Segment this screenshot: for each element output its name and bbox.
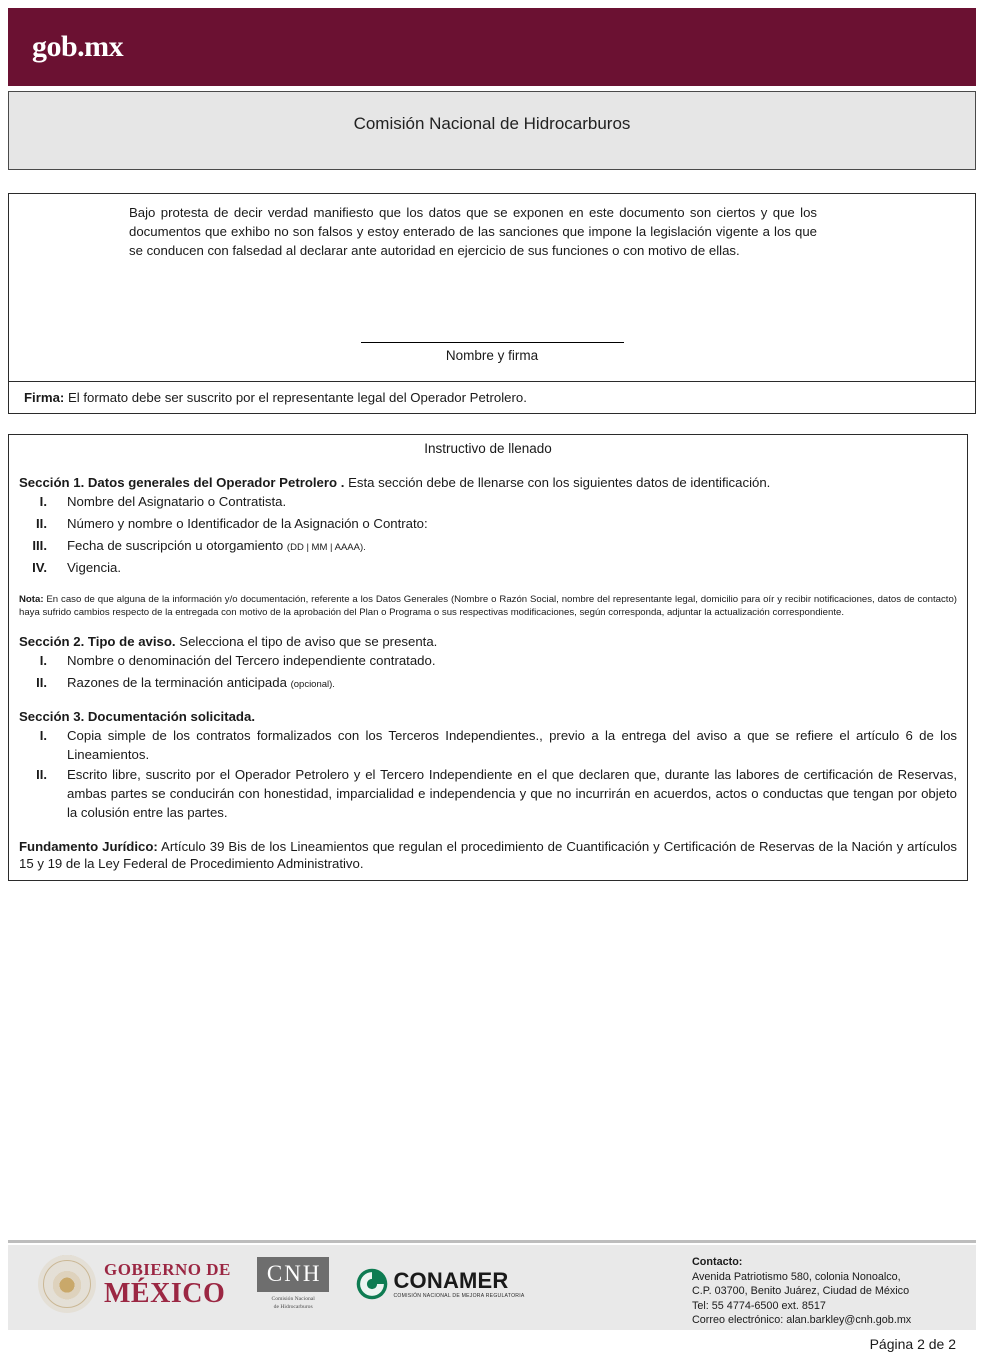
list-item [19,536,957,557]
list-item-numeral: II. [36,767,47,782]
contact-phone: Tel: 55 4774-6500 ext. 8517 [692,1299,826,1312]
list-item-main: Nombre del Asignatario o Contratista. [67,494,287,509]
page-number: Página 2 de 2 [869,1336,956,1352]
firma-note-row [9,381,975,413]
gob-mx-logo: gob.mx [32,30,124,63]
conamer-subtitle: COMISIÓN NACIONAL DE MEJORA REGULATORIA [393,1292,525,1299]
list-item-text [67,558,957,579]
cnh-subtitle-line-2: de Hidrocarburos [273,1304,313,1310]
cnh-wordmark: CNH [257,1257,330,1292]
nota-text: En caso de que alguna de la información y/o documentación, referente a los Datos Generales (Nombre o Razón Social, nombre del representante legal, domicilio para oír y recibir notificaciones, datos de contacto) haya sufrido cambios respecto de la entregada con motivo de la aprobación del Plan o Programa o sus respectivas modificaciones, según corresponda, adjuntar la actualización correspondiente. [19,594,957,618]
signature-caption: Nombre y firma [445,348,539,363]
section2-list [19,651,957,694]
instructivo-box [8,434,968,881]
list-item [19,492,957,513]
list-item-numeral: II. [36,675,47,690]
list-item [19,726,957,764]
cnh-subtitle-line-1: Comisión Nacional [271,1296,315,1302]
signature-area [9,342,975,363]
list-item [19,514,957,535]
list-item [19,673,957,694]
firma-label: Firma: [24,390,65,405]
gobierno-line-2: MÉXICO [104,1277,226,1309]
list-item-text [67,492,957,513]
list-item-note: (opcional). [290,679,335,690]
conamer-wordmark [393,1267,525,1299]
section3-heading-bold: Sección 3. Documentación solicitada. [19,709,255,724]
signature-line [361,342,624,343]
list-item-text [67,651,957,672]
contact-block [692,1255,911,1328]
cnh-subtitle [257,1295,330,1311]
conamer-swirl-icon [355,1267,389,1301]
footer-logo-group [38,1255,525,1313]
list-item-main: Número y nombre o Identificador de la Asignación o Contrato: [67,516,428,531]
contact-address-line-1: Avenida Patriotismo 580, colonia Nonoalco, [692,1270,901,1283]
section3-list [19,726,957,822]
list-item-main: Nombre o denominación del Tercero independiente contratado. [67,653,436,668]
list-item-numeral: IV. [32,560,47,575]
contact-address-line-2: C.P. 03700, Benito Juárez, Ciudad de México [692,1285,910,1298]
mexican-eagle-seal-icon [38,1255,96,1313]
list-item-main: Vigencia. [67,560,122,575]
list-item-numeral: I. [39,728,47,743]
section2-heading-rest: Selecciona el tipo de aviso que se presenta. [175,634,438,649]
list-item [19,558,957,579]
nota-paragraph [19,593,957,619]
footer-band [8,1245,976,1330]
list-item-main: Razones de la terminación anticipada [67,675,291,690]
list-item-numeral: II. [36,516,47,531]
conamer-name: CONAMER [393,1267,509,1293]
gob-mx-header-bar [8,8,976,86]
fundamento-text: Artículo 39 Bis de los Lineamientos que regulan el procedimiento de Cuantificación y Certificación de Reservas de la Nación y artículos 15 y 19 de la Ley Federal de Procedimiento Administrativo. [19,839,957,871]
contact-label: Contacto: [692,1256,743,1268]
list-item-text [67,536,957,557]
list-item-numeral: III. [32,538,47,553]
gobierno-de-mexico-logo [38,1255,231,1313]
list-item-numeral: I. [39,494,47,509]
list-item-text [67,514,957,535]
cnh-logo [257,1257,330,1311]
section2-heading-bold: Sección 2. Tipo de aviso. [19,634,176,649]
contact-email: Correo electrónico: alan.barkley@cnh.gob.mx [692,1314,912,1327]
section1-list [19,492,957,579]
gobierno-line-1: GOBIERNO DE [104,1259,231,1279]
list-item-note: (DD | MM | AAAA). [286,542,366,553]
section1-heading [19,474,957,491]
firma-text: El formato debe ser suscrito por el representante legal del Operador Petrolero. [64,390,527,405]
section1-heading-rest: Esta sección debe de llenarse con los siguientes datos de identificación. [344,475,771,490]
list-item-main: Fecha de suscripción u otorgamiento [67,538,287,553]
organization-title-band [8,91,976,170]
footer-divider [8,1240,976,1243]
list-item-text: Copia simple de los contratos formalizados con los Terceros Independientes., previo a la entrega del aviso a que se refiere el artículo 6 de los Lineamientos. [67,728,957,762]
declaration-box [8,193,976,414]
nota-label: Nota: [19,594,44,605]
list-item [19,765,957,822]
list-item [19,651,957,672]
conamer-logo [355,1267,524,1301]
section1-heading-bold: Sección 1. Datos generales del Operador Petrolero . [19,475,345,490]
list-item-text [67,673,957,694]
section2-heading [19,633,957,650]
section-spacer [19,695,957,708]
instructivo-title: Instructivo de llenado [424,441,552,456]
organization-title: Comisión Nacional de Hidrocarburos [353,113,631,133]
fundamento-label: Fundamento Jurídico: [19,839,158,854]
fundamento-juridico [19,838,957,872]
section3-heading [19,708,957,725]
declaration-text: Bajo protesta de decir verdad manifiesto que los datos que se exponen en este documento son ciertos y que los documentos que exhibo no son falsos y estoy enterado de las sanciones que impone la legislación vigente a los que se conducen con falsedad al declarar ante autoridad en ejercicio de sus funciones o con motivo de ellas. [129,205,817,258]
list-item-numeral: I. [39,653,47,668]
list-item-text: Escrito libre, suscrito por el Operador Petrolero y el Tercero Independiente en el que declaren que, durante las labores de certificación de Reservas, ambas partes se conducirán con honestidad, imparcialidad e independencia y que no incurrirán en acuerdos, actos o conductas que tengan por objeto la colusión entre las partes. [67,767,957,820]
gobierno-de-mexico-wordmark [104,1261,231,1308]
